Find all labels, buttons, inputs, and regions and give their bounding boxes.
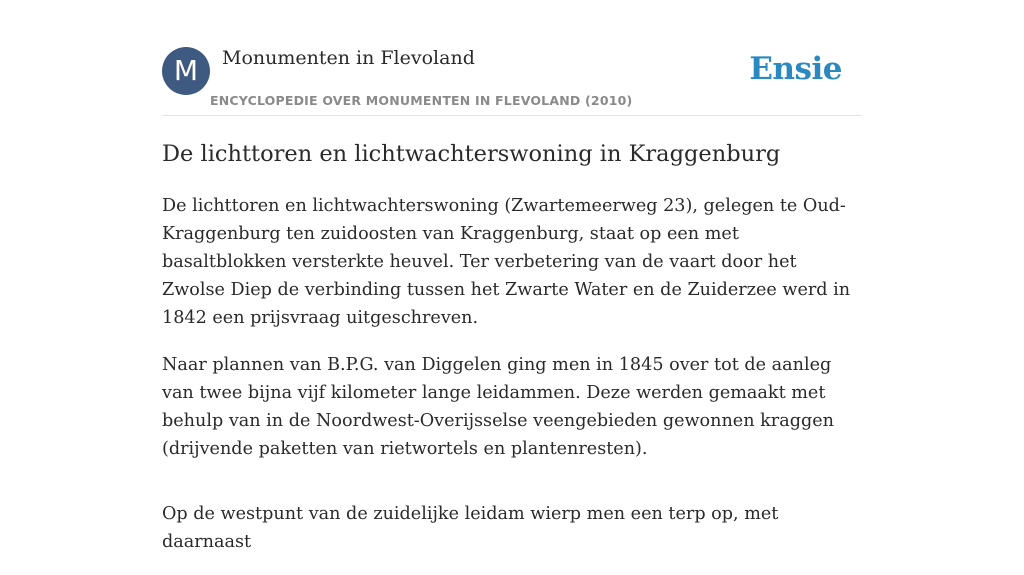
header: [162, 0, 862, 116]
article-paragraph: Op de westpunt van de zuidelijke leidam wierp men een terp op, met daarnaast: [162, 504, 779, 552]
article-paragraph: Naar plannen van B.P.G. van Diggelen ging men in 1845 over tot de aanleg van twee bijna vijf kilometer lange leidammen. Deze werden gemaakt met behulp van in de Noordwest-Overijsselse veengebieden gewonnen kraggen (drijvende paketten van rietwortels en plantenresten).: [162, 355, 834, 459]
article-title: De lichttoren en lichtwachterswoning in Kraggenburg: [162, 141, 781, 167]
avatar[interactable]: M: [162, 47, 210, 95]
site-subtitle: ENCYCLOPEDIE OVER MONUMENTEN IN FLEVOLAND (2010): [210, 93, 633, 108]
article-paragraph: De lichttoren en lichtwachterswoning (Zwartemeerweg 23), gelegen te Oud-Kraggenburg ten zuidoosten van Kraggenburg, staat op een met basaltblokken versterkte heuvel. Ter verbetering van de vaart door het Zwolse Diep de verbinding tussen het Zwarte Water en de Zuiderzee werd in 1842 een prijsvraag uitgeschreven.: [162, 196, 851, 328]
brand-logo[interactable]: Ensie: [749, 51, 842, 87]
content-container: [162, 0, 862, 552]
site-title[interactable]: Monumenten in Flevoland: [222, 47, 475, 69]
article-body: [162, 192, 862, 575]
